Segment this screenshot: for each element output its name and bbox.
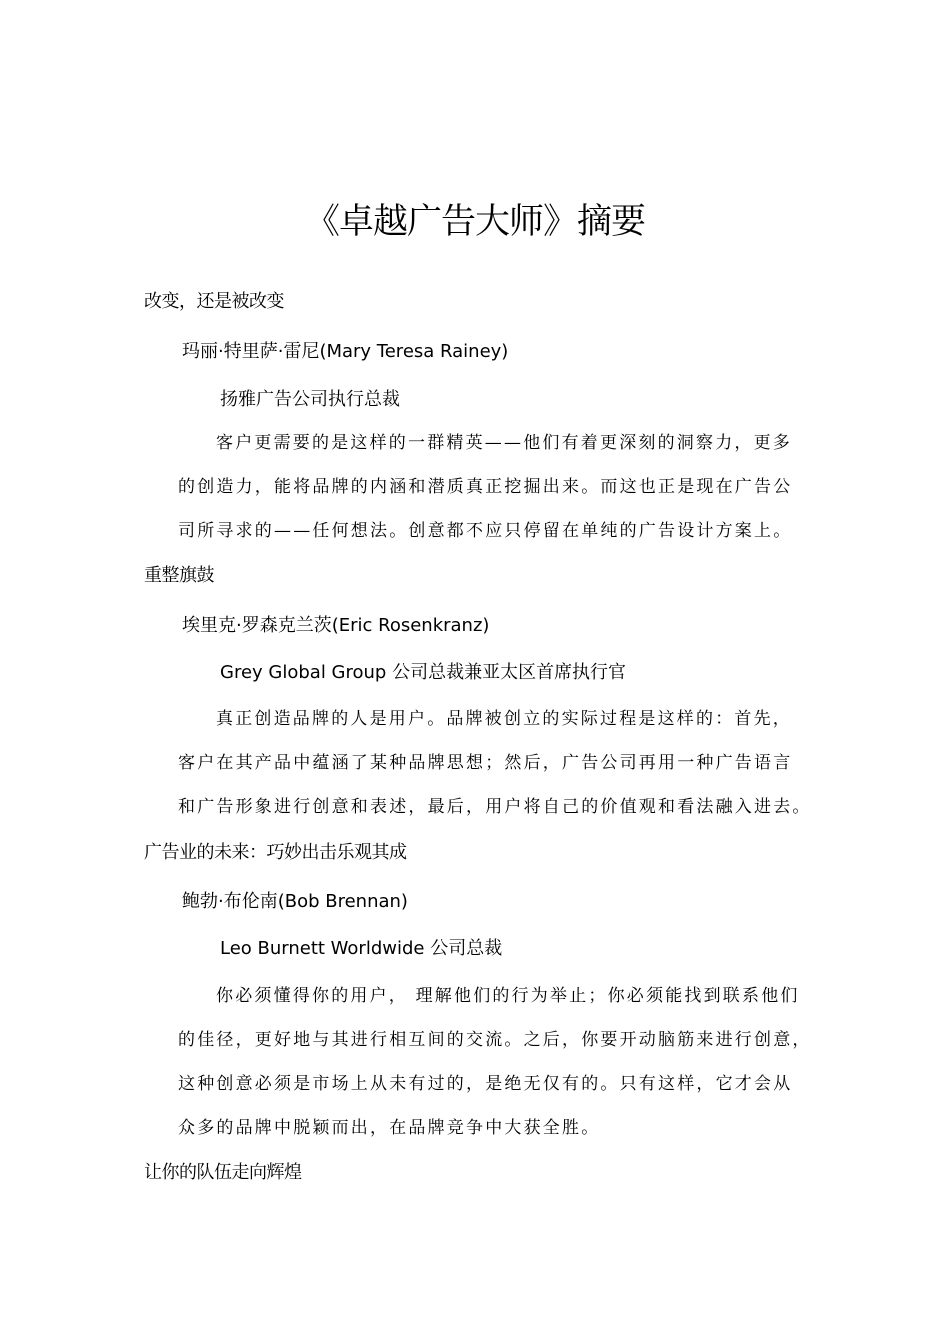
paragraph-line: 司所寻求的——任何想法。创意都不应只停留在单纯的广告设计方案上。 bbox=[178, 521, 793, 541]
paragraph-line: 真正创造品牌的人是用户。品牌被创立的实际过程是这样的：首先， bbox=[216, 709, 792, 729]
section-heading: 重整旗鼓 bbox=[144, 565, 214, 586]
paragraph-line: 客户更需要的是这样的一群精英——他们有着更深刻的洞察力，更多 bbox=[216, 433, 792, 453]
author-role: Grey Global Group 公司总裁兼亚太区首席执行官 bbox=[220, 662, 627, 683]
paragraph-line: 众多的品牌中脱颖而出，在品牌竞争中大获全胜。 bbox=[178, 1118, 601, 1138]
author-name: 玛丽·特里萨·雷尼(Mary Teresa Rainey) bbox=[182, 341, 509, 362]
paragraph-line: 的佳径，更好地与其进行相互间的交流。之后，你要开动脑筋来进行创意， bbox=[178, 1030, 812, 1050]
author-role: Leo Burnett Worldwide 公司总裁 bbox=[220, 938, 503, 959]
author-name: 鲍勃·布伦南(Bob Brennan) bbox=[182, 891, 408, 912]
document-title: 《卓越广告大师》摘要 bbox=[304, 202, 645, 242]
paragraph-line: 客户在其产品中蕴涵了某种品牌思想；然后，广告公司再用一种广告语言 bbox=[178, 753, 793, 773]
author-role: 扬雅广告公司执行总裁 bbox=[220, 389, 400, 410]
paragraph-line: 和广告形象进行创意和表述，最后，用户将自己的价值观和看法融入进去。 bbox=[178, 797, 812, 817]
paragraph-line: 你必须懂得你的用户， 理解他们的行为举止；你必须能找到联系他们 bbox=[216, 986, 800, 1006]
paragraph-line: 的创造力，能将品牌的内涵和潜质真正挖掘出来。而这也正是现在广告公 bbox=[178, 477, 793, 497]
author-name: 埃里克·罗森克兰茨(Eric Rosenkranz) bbox=[182, 615, 490, 636]
paragraph-line: 这种创意必须是市场上从未有过的，是绝无仅有的。只有这样，它才会从 bbox=[178, 1074, 793, 1094]
section-heading: 广告业的未来：巧妙出击乐观其成 bbox=[144, 842, 407, 863]
section-heading: 让你的队伍走向辉煌 bbox=[144, 1162, 302, 1183]
section-heading: 改变，还是被改变 bbox=[144, 291, 284, 312]
